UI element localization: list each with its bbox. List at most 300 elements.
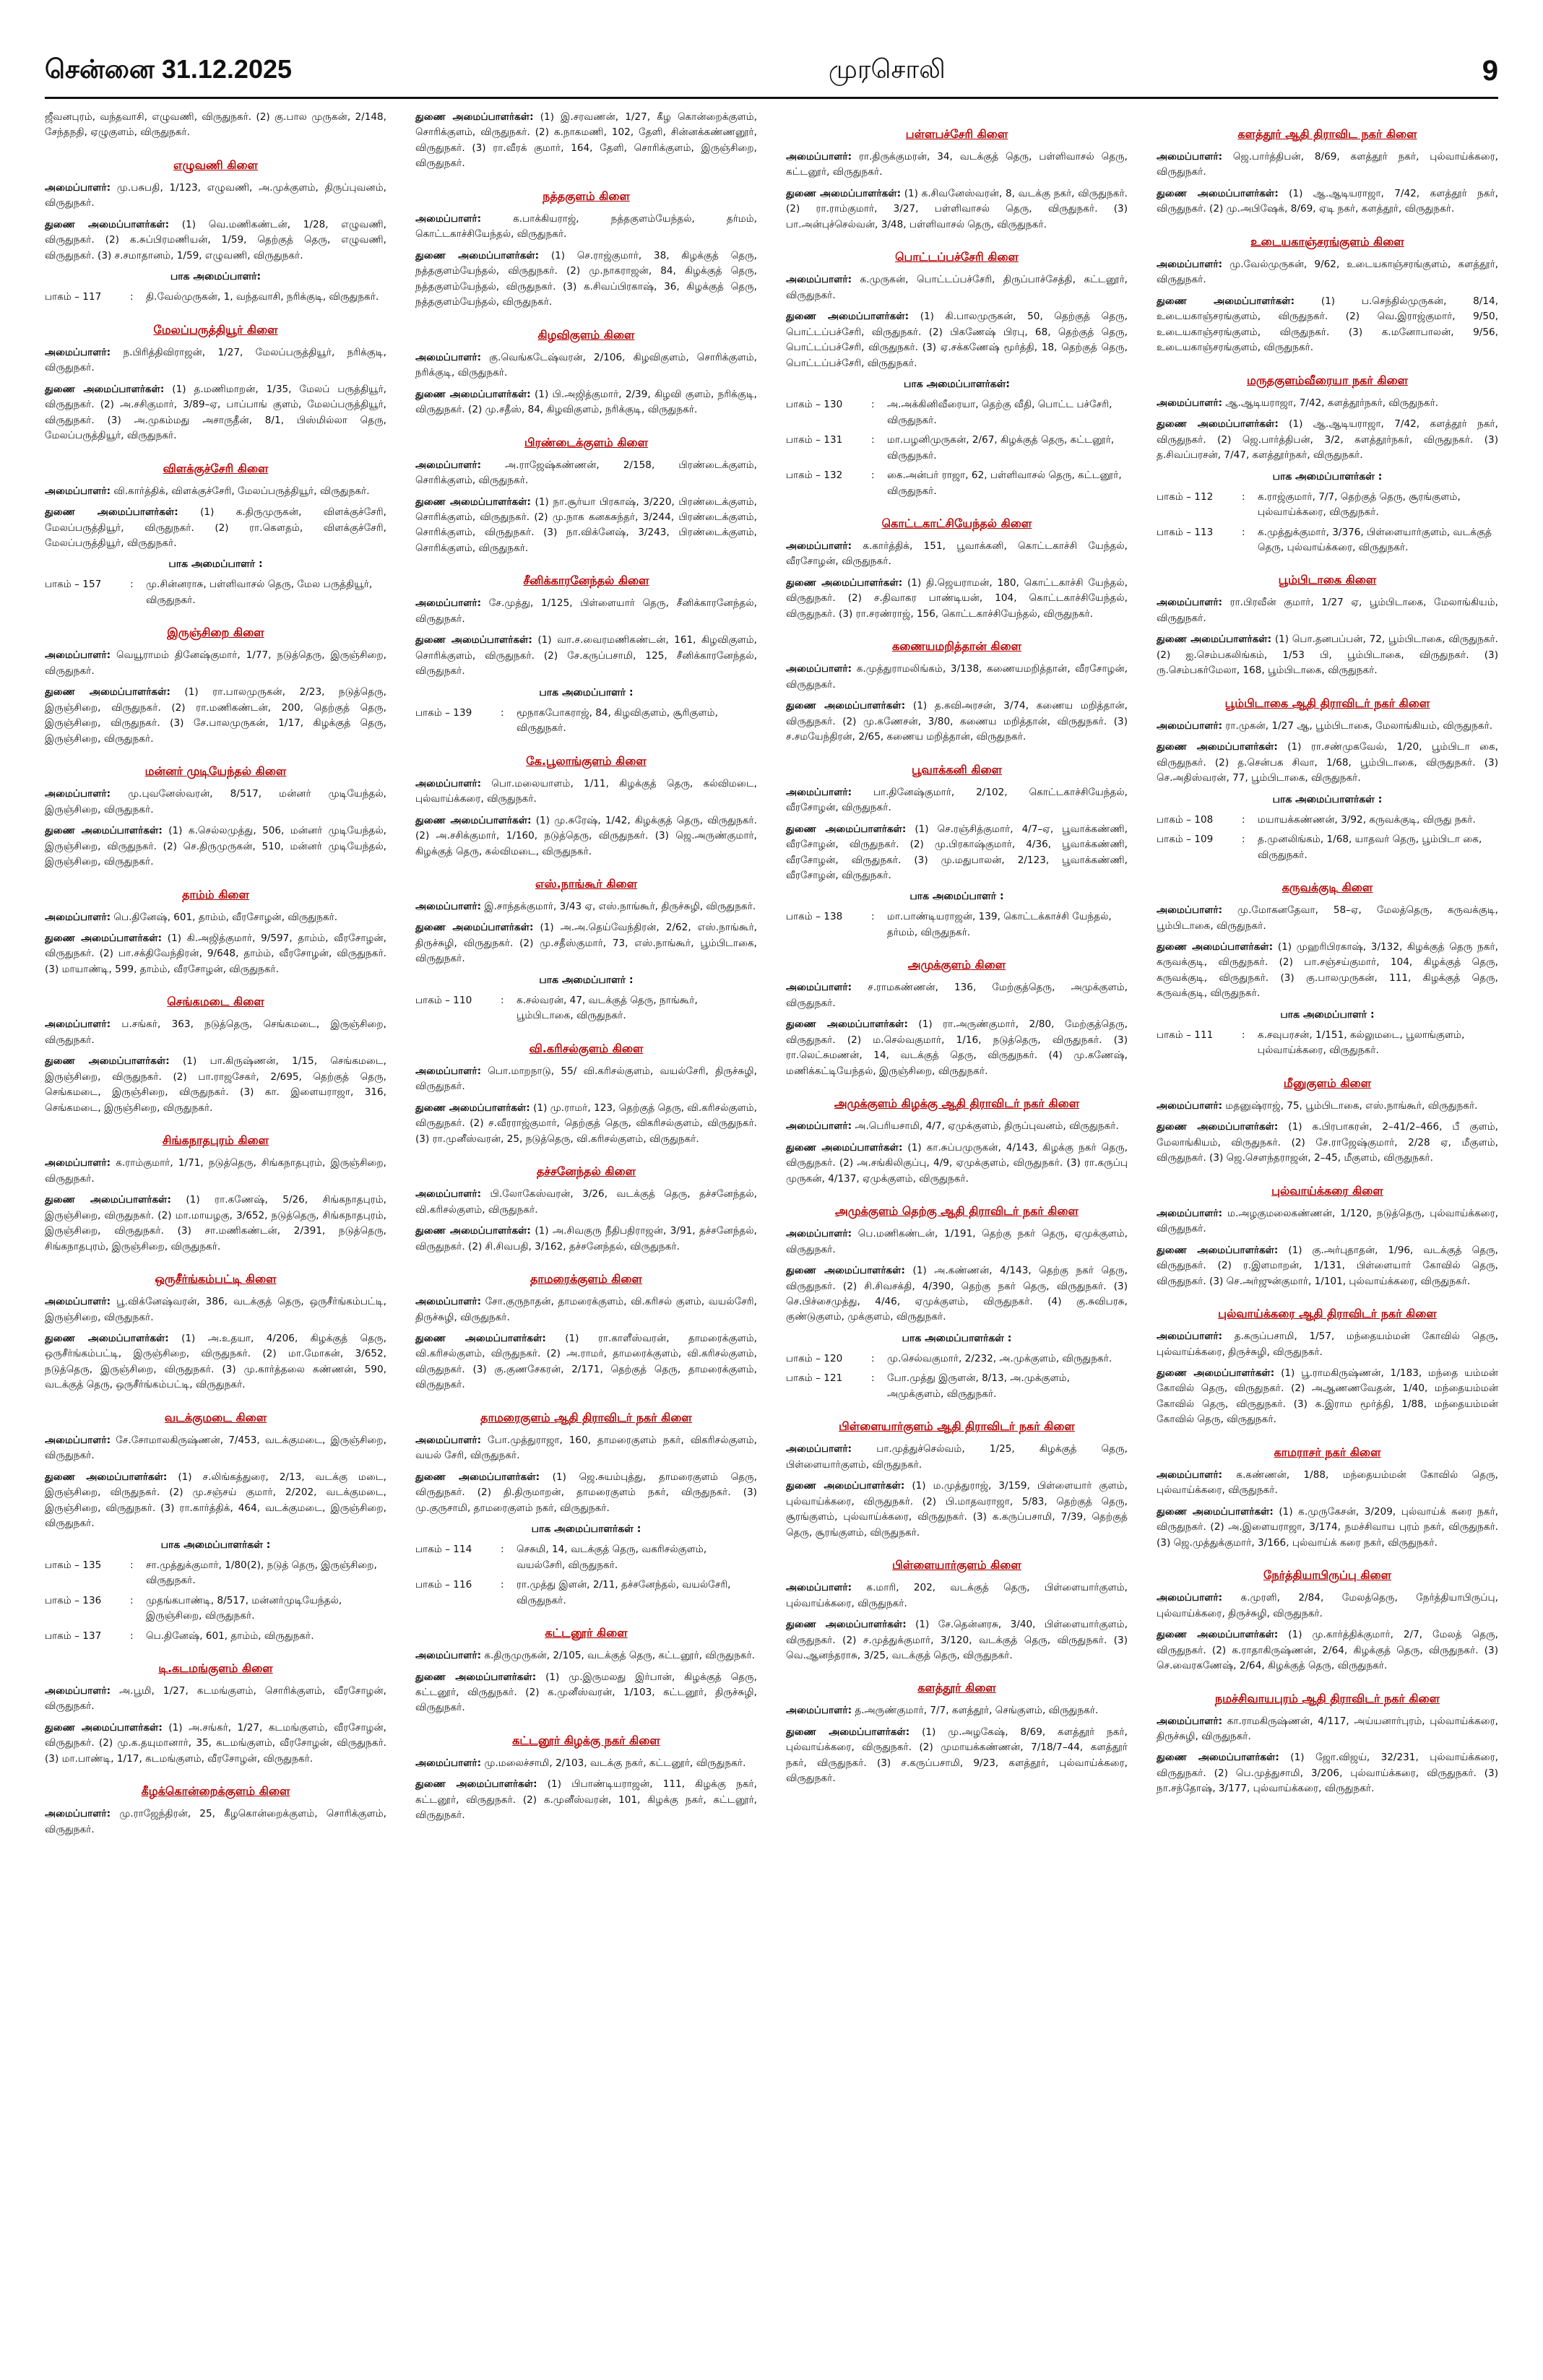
member-details: (1) மு.சுரேஷ், 1/42, கிழக்குத் தெரு, விருதுநகர். (2) அ.சசிக்குமார், 1/160, நடுத்தெரு, விருதுநகர். (3) ஜெ.அருண்குமார், கிழக்குத் தெரு, கல்விமடை, விருதுநகர்.	[415, 814, 757, 857]
section-subheading: பாக அமைப்பாளர் :	[1280, 1008, 1375, 1021]
branch-heading: புல்வாய்க்கரை ஆதி திராவிடர் நகர் கிளை	[1218, 1307, 1437, 1321]
branch-heading: கட்டனூர் கிளை	[545, 1626, 628, 1640]
member-paragraph	[415, 1777, 757, 1823]
booth-label: பாகம் – 116	[415, 1579, 472, 1591]
member-paragraph	[415, 248, 757, 311]
booth-label: பாகம் – 139	[415, 706, 472, 719]
member-details: அ.ராஜேஷ்கண்ணன், 2/158, பிரண்டைக்குளம், சொரிக்குளம், விருதுநகர்.	[415, 459, 757, 487]
role-label: அமைப்பாளர்:	[415, 212, 482, 225]
member-details: (1) அ.சங்கர், 1/27, கடமங்குளம், வீரசோழன், விருதுநகர். (2) மு.க.தயுமானார், 35, கடமங்குளம், வீரசோழன், விருதுநகர். (3) மா.பாண்டி, 1/17, கடமங்குளம், வீரசோழன், விருதுநகர்.	[45, 1721, 386, 1765]
member-paragraph	[415, 1294, 757, 1325]
member-details: ரா.திருக்குமரன், 34, வடக்குத் தெரு, பள்ளிவாசல் தெரு, கட்டனூர், விருதுநகர்.	[786, 151, 1128, 178]
member-details: ரா.பிரவீன் குமார், 1/27 ஏ, பூம்பிடாகை, மேலாங்கியம், விருதுநகர்.	[1157, 597, 1498, 624]
member-details: (1) ரா.அருண்குமார், 2/80, மேற்குத்தெரு, விருதுநகர். (2) ம.செல்வகுமார், 1/16, நடுத்தெரு, விருதுநகர். (3) ரா.லெட்சுமணன், 14, வடக்குத் தெரு, விருதுநகர். (4) மு.கணேஷ், மணிக்கட்டியேந்தல், இருஞ்சிறை, விருதுநகர்.	[786, 1018, 1128, 1077]
member-details: (1) மு.ராமர், 123, தெற்குத் தெரு, வி.கரிசல்குளம், விருதுநகர். (2) ச.வீரராஜ்குமார், தெற்குத் தெரு, விகரிசல்குளம், விருதுநகர். (3) ரா.முனீஸ்வரன், 25, நடுத்தெரு, வி.கரிசல்குளம், விருதுநகர்.	[415, 1102, 757, 1145]
role-label: துணை அமைப்பாளர்கள்:	[786, 576, 903, 589]
member-details: வெயூராமம் தினேஷ்குமார், 1/77, நடுத்தெரு, இருஞ்சிறை, விருதுநகர்.	[45, 649, 386, 677]
member-details: இ.சாந்தக்குமார், 3/43 ஏ, எஸ்.நாங்கூர், திருச்சுழி, விருதுநகர்.	[481, 901, 756, 912]
member-paragraph	[45, 1433, 386, 1464]
role-label: துணை அமைப்பாளர்கள்:	[1157, 1367, 1275, 1379]
member-paragraph	[45, 505, 386, 551]
role-label: துணை அமைப்பாளர்கள்:	[45, 383, 165, 395]
member-details: மு.பசுபதி, 1/123, எழுவணி, அ.முக்குளம், திருப்புவனம், விருதுநகர்.	[45, 181, 386, 209]
member-details: ஜீவனபுரம், வந்தவாசி, எழுவணி, விருதுநகர். (2) கு.பால முருகன், 2/148, சேந்தநதி, ஏழுகுளம், விருதுநகர்.	[45, 111, 386, 139]
booth-colon: :	[130, 579, 134, 591]
role-label: அமைப்பாளர்:	[415, 901, 482, 912]
branch-heading: பிள்ளையார்குளம் கிளை	[892, 1558, 1021, 1572]
branch-heading: மீனுகுளம் கிளை	[1283, 1076, 1372, 1090]
member-paragraph	[1157, 903, 1498, 934]
role-label: துணை அமைப்பாளர்கள்:	[1157, 187, 1279, 199]
member-paragraph	[45, 1331, 386, 1393]
member-details: ரா.முகன், 1/27 ஆ, பூம்பிடாகை, மேலாங்கியம், விருதுநகர்.	[1222, 719, 1493, 732]
member-details: (1) க.செல்லமுத்து, 506, மன்னர் முடியேந்தல், இருஞ்சிறை, விருதுநகர். (2) செ.திருமுருகன், 510, மன்னர் முடியேந்தல், இருஞ்சிறை, விருதுநகர்.	[45, 825, 386, 868]
member-paragraph	[45, 181, 386, 212]
member-paragraph	[415, 596, 757, 627]
member-details: (1) ஆ.ஆடியராஜா, 7/42, களத்தூர் நகர், விருதுநகர். (2) ஜெ.பார்த்திபன், 3/2, களத்தூர்நகர், விருதுநகர். (3) த.சிவப்பரசன், 7/47, களத்தூர்நகர், விருதுநகர்.	[1157, 418, 1498, 462]
member-details: (1) முஹரிபிரகாஷ், 3/132, கிழக்குத் தெரு நகர், கருவக்குடி, விருதுநகர். (2) பா.சஞ்சய்குமார், 104, கிழக்குத் தெரு, கருவக்குடி, விருதுநகர். (3) கு.பாலமுருகன், 111, கிழக்குத் தெரு, கருவக்குடி, விருதுநகர்.	[1157, 941, 1498, 1000]
member-paragraph	[45, 1684, 386, 1715]
role-label: துணை அமைப்பாளர்கள்:	[1157, 1752, 1279, 1764]
role-label: துணை அமைப்பாளர்கள்:	[786, 187, 902, 199]
column-4	[1157, 110, 1498, 2351]
branch-heading: அமுக்குளம் தெற்கு ஆதி திராவிடர் நகர் கிளை	[835, 1204, 1079, 1219]
role-label: அமைப்பாளர்:	[1157, 1468, 1223, 1481]
booth-label: பாகம் – 110	[415, 994, 472, 1006]
branch-heading: வடக்குமடை கிளை	[164, 1410, 267, 1424]
member-paragraph	[45, 484, 386, 499]
member-details: ஜெ.பார்த்திபன், 8/69, களத்தூர் நகர், புல்வாய்க்கரை, விருதுநகர்.	[1157, 151, 1498, 178]
member-details: (1) மு.இருமலது இர்பான், கிழக்குத் தெரு, கட்டனூர், விருதுநகர். (2) க.முனீஸ்வரன், 1/103, கட்டனூர், திருச்சுழி, விருதுநகர்.	[415, 1671, 757, 1714]
member-details: அ.பூமி, 1/27, கடமங்குளம், சொரிக்குளம், வீரசோழன், விருதுநகர்.	[45, 1685, 386, 1713]
member-paragraph	[786, 1226, 1128, 1258]
branch-heading: விளக்குச்சேரி கிளை	[163, 461, 269, 475]
member-paragraph	[786, 1479, 1128, 1541]
role-label: அமைப்பாளர்:	[786, 151, 852, 163]
booth-row	[45, 1593, 386, 1624]
role-label: துணை அமைப்பாளர்கள்:	[415, 922, 534, 934]
member-details: அ.பெரியசாமி, 4/7, ஏமுக்குளம், திருப்புவனம், விருதுநகர்.	[852, 1120, 1119, 1133]
member-paragraph	[415, 920, 757, 966]
member-details: ஆ.ஆடியராஜா, 7/42, களத்தூர்நகர், விருதுநகர்.	[1222, 397, 1439, 409]
member-details: (1) ம.முத்துராஜ், 3/159, பிள்ளையார் குளம், புல்வாய்க்கரை, விருதுநகர். (2) பி.மாதவராஜா, 5/83, தெற்குத் தெரு, சூரங்குளம், புல்வாய்க்கரை, விருதுநகர். (3) க.கருப்பசாமி, 7/39, தெற்குத் தெரு, சூரங்குளம், விருதுநகர்.	[786, 1480, 1128, 1539]
branch-heading: மருதகுளம்வீரையா நகர் கிளை	[1246, 373, 1409, 387]
member-paragraph	[1157, 294, 1498, 356]
branch-heading: பிரண்டைக்குளம் கிளை	[524, 435, 649, 449]
member-paragraph	[415, 1187, 757, 1218]
member-paragraph	[45, 910, 386, 925]
member-details: (1) ஜெ.சுயம்புத்து, தாமரைகுளம் தெரு, விருதுநகர். (2) தி.திருமாறன், தாமரைகுளம் நகர், விருதுநகர். (3) மு.குருசாமி, தாமரைகுளம் நகர், விருதுநகர்.	[415, 1471, 757, 1514]
role-label: துணை அமைப்பாளர்கள்:	[1157, 295, 1295, 307]
member-details: (1) பா.கிருஷ்ணன், 1/15, செங்கமடை, இருஞ்சிறை, விருதுநகர். (2) பா.ராஜசேகர், 2/695, தெற்குத் தெரு, செங்கமடை, இருஞ்சிறை, விருதுநகர். (3) கா. இளையராஜா, 316, செங்கமடை, இருஞ்சிறை, விருதுநகர்.	[45, 1055, 386, 1114]
member-paragraph	[1157, 1243, 1498, 1289]
role-label: துணை அமைப்பாளர்கள்:	[415, 1778, 537, 1791]
member-details: க.முரளி, 2/84, மேலத்தெரு, நேர்த்தியாபிருப்பு, புல்வாய்க்கரை, திருச்சுழி, விருதுநகர்.	[1157, 1592, 1498, 1619]
booth-details: மா.பழனிமுருகன், 2/67, கிழக்குத் தெரு, கட்டனூர், விருதுநகர்.	[887, 434, 1115, 462]
section-subheading: பாக அமைப்பாளர்கள்:	[904, 378, 1010, 391]
member-paragraph	[45, 1054, 386, 1116]
member-details: க.திருமுருகன், 2/105, வடக்குத் தெரு, கட்டனூர், விருதுநகர்.	[481, 1650, 756, 1662]
branch-heading: பூம்பிடாகை ஆதி திராவிடர் நகர் கிளை	[1224, 696, 1430, 710]
member-details: (1) த.மணிமாறன், 1/35, மேலப் பருத்தியூர், விருதுநகர். (2) அ.சசிகுமார், 3/89–ஏ, பாப்பாங் குளம், மேலப்பருத்தியூர், விருதுநகர். (3) அ.முகம்மது அசாருதீன், 8/1, பிஸ்மில்லா தெரு, மேலப்பருத்தியூர், விருதுநகர்.	[45, 383, 386, 442]
newspaper-name: முரசொலி	[828, 53, 946, 84]
member-details: வி.கார்த்திக், விளக்குச்சேரி, மேலப்பருத்தியூர், விருதுநகர்.	[111, 485, 370, 497]
member-paragraph	[1157, 1120, 1498, 1166]
member-paragraph	[45, 217, 386, 264]
booth-row	[415, 993, 757, 1024]
booth-details: த.முனலிங்கம், 1/68, யாதவர் தெரு, பூம்பிடா கை, விருதுநகர்.	[1258, 834, 1482, 861]
member-paragraph	[45, 1017, 386, 1048]
role-label: அமைப்பாளர்:	[415, 777, 482, 789]
section-subheading: பாக அமைப்பாளர் :	[539, 686, 634, 698]
member-paragraph	[45, 823, 386, 870]
role-label: அமைப்பாளர்:	[45, 1808, 111, 1820]
column-3	[786, 110, 1128, 2351]
role-label: அமைப்பாளர்:	[786, 663, 852, 675]
section-subheading: பாக அமைப்பாளர்கள் :	[902, 1332, 1012, 1344]
branch-heading: கணையமறித்தான் கிளை	[891, 639, 1022, 654]
role-label: துணை அமைப்பாளர்கள்:	[786, 1141, 903, 1154]
booth-label: பாகம் – 132	[786, 469, 843, 482]
member-paragraph	[786, 1263, 1128, 1325]
member-paragraph	[45, 1721, 386, 1767]
booth-label: பாகம் – 113	[1157, 526, 1214, 538]
member-details: (1) கு.அர்புதாதன், 1/96, வடக்குத் தெரு, விருதுநகர். (2) ர.இளமாறன், 1/131, பிள்ளையார் கோவில் தெரு, விருதுநகர். (3) செ.அர்ஜுன்குமார், 1/101, புல்வாய்க்கரை, விருதுநகர்.	[1157, 1244, 1498, 1287]
role-label: அமைப்பாளர்:	[415, 1188, 482, 1200]
member-paragraph	[786, 1442, 1128, 1473]
booth-colon: :	[130, 1559, 134, 1571]
member-paragraph	[45, 648, 386, 679]
booth-label: பாகம் – 117	[45, 291, 102, 303]
member-paragraph	[415, 1224, 757, 1255]
member-paragraph	[1157, 257, 1498, 288]
branch-heading: டி.கடமங்குளம் கிளை	[158, 1661, 273, 1675]
branch-heading: மேலப்பருத்தியூர் கிளை	[153, 322, 278, 337]
booth-colon: :	[871, 1352, 875, 1364]
booth-label: பாகம் – 121	[786, 1372, 843, 1385]
role-label: அமைப்பாளர்:	[45, 346, 111, 358]
member-details: (1) பிபாண்டியராஜன், 111, கிழக்கு நகர், கட்டனூர், விருதுநகர். (2) க.முனீஸ்வரன், 101, கிழக்கு நகர், கட்டனூர், விருதுநகர்.	[415, 1778, 757, 1822]
role-label: துணை அமைப்பாளர்கள்:	[45, 686, 170, 698]
member-paragraph	[1157, 719, 1498, 734]
role-label: அமைப்பாளர்:	[1157, 151, 1223, 163]
branch-heading: புல்வாய்க்கரை கிளை	[1271, 1183, 1383, 1198]
member-paragraph	[415, 1648, 757, 1663]
role-label: துணை அமைப்பாளர்கள்:	[415, 388, 531, 400]
member-paragraph	[45, 1806, 386, 1838]
booth-colon: :	[501, 1579, 504, 1591]
branch-heading: சிங்கநாதபுரம் கிளை	[162, 1133, 269, 1148]
member-details: மு.மலைச்சாமி, 2/103, வடக்கு நகர், கட்டனூர், விருதுநகர்.	[481, 1757, 746, 1769]
branch-heading: தச்சனேந்தல் கிளை	[536, 1164, 636, 1179]
role-label: அமைப்பாளர்:	[415, 1757, 482, 1769]
member-paragraph	[1157, 417, 1498, 463]
member-details: க.முருகன், பொட்டப்பச்சேரி, திருப்பாச்சேத்தி, கட்டனூர், விருதுநகர்.	[786, 274, 1128, 301]
role-label: துணை அமைப்பாளர்கள்:	[1157, 741, 1278, 753]
booth-row	[415, 706, 757, 737]
booth-row	[45, 1558, 386, 1589]
member-details: (1) க.பிரபாகரன், 2–41/2–466, பீ குளம், மேலாங்கியம், விருதுநகர். (2) சே.ராஜேஷ்குமார், 2/28 ஏ, மீகுளம், விருதுநகர். (3) ஜெ.சௌந்தராஜன், 2–45, மீகுளம், விருதுநகர்.	[1157, 1121, 1498, 1164]
member-details: த.கருப்பசாமி, 1/57, மந்தையம்மன் கோவில் தெரு, புல்வாய்க்கரை, திருச்சுழி, விருதுநகர்.	[1157, 1330, 1498, 1358]
member-paragraph	[45, 382, 386, 444]
branch-heading: உடையகாஞ்சரங்குளம் கிளை	[1250, 234, 1404, 248]
branch-heading: எழுவணி கிளை	[173, 157, 258, 172]
booth-row	[45, 577, 386, 608]
member-details: (1) வா.ச.வைரமணிகண்டன், 161, கிழவிகுளம், சொரிக்குளம், விருதுநகர். (2) சே.கருப்பசாமி, 125, சீனிக்காரனேந்தல், விருதுநகர்.	[415, 634, 757, 678]
role-label: அமைப்பாளர்:	[1157, 597, 1223, 609]
role-label: அமைப்பாளர்:	[1157, 719, 1223, 732]
branch-heading: பொட்டப்பச்சேரி கிளை	[895, 250, 1019, 264]
role-label: அமைப்பாளர்:	[1157, 1715, 1223, 1727]
branch-heading: தாமரைக்குளம் கிளை	[530, 1272, 642, 1286]
role-label: துணை அமைப்பாளர்கள்:	[1157, 941, 1274, 953]
member-details: (1) க.திருமுருகன், விளக்குச்சேரி, மேலப்பருத்தியூர், விருதுநகர். (2) ரா.கௌதம், விளக்குச்சேரி, மேலப்பருத்தியூர், விருதுநகர்.	[45, 506, 386, 549]
member-details: மு.புவனேஸ்வரன், 8/517, மன்னர் முடியேந்தல், இருஞ்சிறை, விருதுநகர்.	[45, 788, 386, 815]
member-paragraph	[786, 1725, 1128, 1787]
role-label: அமைப்பாளர்:	[415, 1296, 482, 1308]
role-label: அமைப்பாளர்:	[786, 1228, 852, 1240]
branch-heading: பூவாக்கனி கிளை	[911, 762, 1003, 776]
branch-heading: கருவக்குடி கிளை	[1281, 880, 1373, 895]
member-details: க.கண்ணன், 1/88, மந்தையம்மன் கோவில் தெரு, புல்வாய்க்கரை, விருதுநகர்.	[1157, 1468, 1498, 1497]
member-details: (1) கி.அஜித்குமார், 9/597, தாம்ம், வீரசோழன், விருதுநகர். (2) பா.சக்திவேந்திரன், 9/648, தாம்ம், வீரசோழன், விருதுநகர். (3) மாயாண்டி, 599, தாம்ம், வீரசோழன், விருதுநகர்.	[45, 932, 386, 975]
role-label: அமைப்பாளர்:	[786, 540, 852, 552]
member-details: கா.ராமகிருஷ்ணன், 4/117, அய்யனார்புரம், புல்வாய்க்கரை, திருச்சுழி, விருதுநகர்.	[1157, 1715, 1498, 1742]
role-label: துணை அமைப்பாளர்கள்:	[786, 1018, 908, 1031]
member-paragraph	[786, 1580, 1128, 1611]
branch-heading: பூம்பிடாகை கிளை	[1278, 573, 1377, 587]
booth-colon: :	[501, 706, 504, 719]
section-subheading: பாக அமைப்பாளர் :	[168, 558, 263, 571]
role-label: அமைப்பாளர்:	[1157, 1592, 1223, 1604]
booth-label: பாகம் – 111	[1157, 1029, 1214, 1041]
booth-details: க.ராஜ்குமார், 7/7, தெற்குத் தெரு, சூரங்குளம், புல்வாய்க்கரை, விருதுநகர்.	[1258, 490, 1461, 519]
member-details: (1) செ.ராஜ்குமார், 38, கிழக்குத் தெரு, நத்தகுளம்யேந்தல், விருதுநகர். (2) மு.நாகராஜன், 84, கிழக்குத் தெரு, நத்தகுளம்யேந்தல், விருதுநகர். (3) க.சிவப்பிரகாஷ், 36, கிழக்குத் தெரு, நத்தகுளம்யேந்தல், விருதுநகர்.	[415, 249, 757, 308]
member-details: பெ.தினேஷ், 601, தாம்ம், வீரசோழன், விருதுநகர்.	[111, 911, 338, 923]
member-paragraph	[786, 539, 1128, 570]
section-subheading: பாக அமைப்பாளர்கள் :	[1272, 793, 1383, 805]
member-paragraph	[1157, 396, 1498, 411]
booth-details: முதங்கபாண்டி, 8/517, மன்னர்முடியேந்தல், இருஞ்சிறை, விருதுநகர்.	[146, 1594, 342, 1622]
column-2	[415, 110, 757, 2351]
booth-colon: :	[871, 1372, 875, 1385]
member-details: (1) பூ.ராமகிருஷ்ணன், 1/183, மந்தை யம்மன் கோவில் தெரு, விருதுநகர். (2) அஆணணவேதன், 1/40, மந்தையம்மன் கோவில் தெரு, விருதுநகர். (3) க.இராம மூர்த்தி, 1/88, மந்தையம்மன் கோவில் தெரு, விருதுநகர்.	[1157, 1367, 1498, 1426]
booth-label: பாகம் – 138	[786, 911, 843, 923]
role-label: துணை அமைப்பாளர்கள்:	[1157, 1121, 1279, 1133]
role-label: அமைப்பாளர்:	[415, 597, 482, 610]
role-label: துணை அமைப்பாளர்கள்:	[415, 1332, 546, 1344]
booth-details: மு.சின்னராசு, பள்ளிவாசல் தெரு, மேல பருத்தியூர், விருதுநகர்.	[146, 579, 373, 606]
member-paragraph	[786, 662, 1128, 693]
member-details: மதனுஷ்ராஜ், 75, பூம்பிடாகை, எஸ்.நாங்கூர், விருதுநகர்.	[1222, 1099, 1478, 1112]
role-label: அமைப்பாளர்:	[45, 485, 111, 497]
member-details: (1) இ.சரவணன், 1/27, கீழ கொன்றைக்குளம், சொரிக்குளம், விருதுநகர். (2) க.நாகமணி, 102, தேளி, சின்னக்கண்ணனூர், விருதுநகர். (3) ரா.வீரக் குமார், 164, தேளி, சொரிக்குளம், இருஞ்சிறை, விருதுநகர்.	[415, 111, 757, 170]
member-paragraph	[786, 309, 1128, 371]
member-paragraph	[1157, 1099, 1498, 1114]
role-label: அமைப்பாளர்:	[45, 1434, 111, 1446]
role-label: அமைப்பாளர்:	[415, 1434, 482, 1446]
branch-heading: நமச்சிவாயபுரம் ஆதி திராவிடர் நகர் கிளை	[1214, 1691, 1440, 1705]
member-details: (1) ரா.பாலமுருகன், 2/23, நடுத்தெரு, இருஞ்சிறை, விருதுநகர். (2) ரா.மணிகண்டன், 200, தெற்குத் தெரு, இருஞ்சிறை, விருதுநகர். (3) சே.பாலமுருகன், 1/17, கிழக்குத் தெரு, இருஞ்சிறை, விருதுநகர்.	[45, 686, 386, 745]
member-details: த.அருண்குமார், 7/7, களத்தூர், செங்குளம், விருதுநகர்.	[852, 1705, 1099, 1717]
branch-heading: பிள்ளையார்குளம் ஆதி திராவிடர் நகர் கிளை	[839, 1419, 1075, 1434]
booth-label: பாகம் – 130	[786, 399, 843, 411]
member-details: பொ.மாறநாடு, 55/ வி.கரிசல்குளம், வயல்சேரி, திருச்சுழி, விருதுநகர்.	[415, 1065, 757, 1093]
role-label: அமைப்பாளர்:	[415, 459, 482, 471]
booth-details: தி.வேல்முருகன், 1, வந்தவாசி, நரிக்குடி, விருதுநகர்.	[146, 291, 379, 303]
booth-label: பாகம் – 112	[1157, 490, 1214, 503]
member-paragraph	[1157, 1714, 1498, 1745]
column-1	[45, 110, 386, 2351]
role-label: துணை அமைப்பாளர்கள்:	[45, 1721, 163, 1734]
member-details: பா.முத்துச்செல்வம், 1/25, கிழக்குத் தெரு, பிள்ளையார்குளம், விருதுநகர்.	[786, 1443, 1128, 1471]
branch-heading: களத்தூர் கிளை	[917, 1681, 996, 1695]
role-label: துணை அமைப்பாளர்கள்:	[415, 634, 532, 646]
role-label: துணை அமைப்பாளர்கள்:	[786, 1619, 907, 1631]
branch-heading: கிழவிகுளம் கிளை	[537, 327, 635, 342]
role-label: அமைப்பாளர்:	[415, 1650, 482, 1662]
member-details: க.முத்துராமலிங்கம், 3/138, கணையமறித்தான், வீரசோழன், விருதுநகர்.	[786, 663, 1128, 691]
member-details: (1) மு.அழகேஷ், 8/69, களத்தூர் நகர், புல்வாய்க்கரை, விருதுநகர். (2) முமாயக்கண்ணன், 7/18/7–44, களத்தூர் நகர், விருதுநகர். (3) ச.கருப்பசாமி, 9/23, களத்தூர், புல்வாய்க்கரை, விருதுநகர்.	[786, 1726, 1128, 1785]
branch-heading: தாமரைகுளம் ஆதி திராவிடர் நகர் கிளை	[480, 1410, 692, 1424]
member-paragraph	[1157, 1591, 1498, 1622]
branch-heading: நத்தகுளம் கிளை	[543, 189, 630, 203]
member-details: (1) நா.சூர்யா பிரகாஷ், 3/220, பிரண்டைக்குளம், சொரிக்குளம், விருதுநகர். (2) மு.நாக கனகசுந்தர், 3/244, பிரண்டைக்குளம், சொரிக்குளம், விருதுநகர். (3) நா.விக்னேஷ், 3/243, பிரண்டைக்குளம், சொரிக்குளம், விருதுநகர்.	[415, 496, 757, 554]
booth-colon: :	[871, 399, 875, 411]
member-paragraph	[415, 899, 757, 914]
member-details: (1) செ.ரஞ்சித்குமார், 4/7–ஏ, பூவாக்கண்ணி, வீரசோழன், விருதுநகர். (2) மு.பிரகாஷ்குமார், 4/36, பூவாக்கண்ணி, வீரசோழன், விருதுநகர். (3) மு.மதுபாலன், 2/123, பூவாக்கண்ணி, வீரசோழன், விருதுநகர்.	[786, 823, 1128, 881]
booth-row	[45, 1629, 386, 1644]
page-header	[45, 45, 1498, 99]
member-details: (1) ப.செந்தில்முருகன், 8/14, உடையகாஞ்சரங்குளம், விருதுநகர். (2) வெ.இராஜ்குமார், 9/50, உடையகாஞ்சரங்குளம், விருதுநகர். (3) க.மனோபாலன், 9/56, உடையகாஞ்சரங்குளம், விருதுநகர்.	[1157, 295, 1498, 354]
booth-details: கை.அன்பர் ராஜா, 62, பள்ளிவாசல் தெரு, கட்டனூர், விருதுநகர்.	[887, 469, 1122, 497]
member-details: (1) தி.ஜெயராமன், 180, கொட்டகாச்சி யேந்தல், விருதுநகர். (2) ச.திவாகர பாண்டியன், 104, கொட்டகாச்சியேந்தல், விருதுநகர். (3) ரா.சரண்ராஜ், 156, கொட்டகாச்சியேந்தல், விருதுநகர்.	[786, 576, 1128, 620]
role-label: அமைப்பாளர்:	[1157, 1099, 1223, 1112]
member-details: (1) ஜோ.விஜய், 32/231, புல்வாய்க்கரை, விருதுநகர். (2) பெ.முத்துசாமி, 3/206, புல்வாய்க்கரை, விருதுநகர். (3) நா.சந்தோஷ், 3/177, புல்வாய்க்கரை, விருதுநகர்.	[1157, 1752, 1498, 1795]
member-paragraph	[1157, 740, 1498, 786]
booth-label: பாகம் – 136	[45, 1594, 102, 1606]
member-details: (1) ரா.சண்முகவேல், 1/20, பூம்பிடா கை, விருதுநகர். (2) த.சென்பக சிவா, 1/68, பூம்பிடாகை, விருதுநகர். (3) செ.அதிஸ்வரன், 77, பூம்பிடாகை, விருதுநகர்.	[1157, 741, 1498, 784]
member-paragraph	[415, 1470, 757, 1516]
booth-colon: :	[130, 291, 134, 303]
booth-details: மு.செல்வகுமார், 2/232, அ.முக்குளம், விருதுநகர்.	[887, 1352, 1112, 1364]
booth-colon: :	[1242, 813, 1245, 826]
role-label: அமைப்பாளர்:	[45, 911, 111, 923]
member-details: (1) ச.லிங்கத்துரை, 2/13, வடக்கு மடை, இருஞ்சிறை, விருதுநகர். (2) மு.சஞ்சய் குமார், 2/202, வடக்குமடை, இருஞ்சிறை, விருதுநகர். (3) ரா.கார்த்திக், 464, வடக்குமடை, இருஞ்சிறை, விருதுநகர்.	[45, 1471, 386, 1530]
booth-details: செசுமி, 14, வடக்குத் தெரு, வகரிசல்குளம், வயல்சேரி, விருதுநகர்.	[517, 1544, 707, 1571]
member-details: (1) க.முருகேசன், 3/209, புல்வாய்க் கரை நகர், விருதுநகர். (2) அ.இளையராஜா, 3/174, நமச்சிவாய புரம் நகர், விருதுநகர். (3) ஜெ.முத்துக்குமார், 3/166, புல்வாய்க் கரை நகர், விருதுநகர்.	[1157, 1505, 1498, 1549]
member-paragraph	[415, 813, 757, 860]
booth-details: போ.முத்து இருளன், 8/13, அ.முக்குளம், அமுக்குளம், விருதுநகர்.	[887, 1372, 1071, 1400]
member-details: ச.ராமகண்ணன், 136, மேற்குத்தெரு, அமுக்குளம், விருதுநகர்.	[786, 982, 1128, 1009]
member-paragraph	[1157, 1206, 1498, 1237]
role-label: துணை அமைப்பாளர்கள்:	[415, 1225, 531, 1237]
member-paragraph	[786, 272, 1128, 303]
booth-label: பாகம் – 108	[1157, 813, 1214, 826]
booth-label: பாகம் – 114	[415, 1544, 472, 1556]
member-paragraph	[786, 698, 1128, 745]
branch-heading: அமுக்குளம் கிழக்கு ஆதி திராவிடர் நகர் கிளை	[834, 1096, 1080, 1111]
booth-row	[786, 433, 1128, 464]
role-label: அமைப்பாளர்:	[1157, 1207, 1223, 1219]
member-paragraph	[786, 186, 1128, 233]
role-label: துணை அமைப்பாளர்கள்:	[1157, 1629, 1279, 1641]
member-details: பி.லோகேஸ்வரன், 3/26, வடக்குத் தெரு, தச்சனேந்தல், வி.கரிசல்குளம், விருதுநகர்.	[415, 1188, 757, 1216]
role-label: அமைப்பாளர்:	[1157, 904, 1223, 917]
role-label: துணை அமைப்பாளர்கள்:	[786, 1480, 905, 1492]
member-details: பூ.விக்னேஷ்வரன், 386, வடக்குத் தெரு, ஒருசீர்ங்கம்பட்டி, இருஞ்சிறை, விருதுநகர்.	[45, 1296, 386, 1323]
member-paragraph	[1157, 1750, 1498, 1796]
booth-row	[1157, 525, 1498, 556]
member-details: க.ராம்குமார், 1/71, நடுத்தெரு, சிங்கநாதபுரம், இருஞ்சிறை, விருதுநகர்.	[45, 1157, 386, 1185]
member-details: (1) பொ.தனபப்பன், 72, பூம்பிடாகை, விருதுநகர். (2) ஐ.செம்பகலிங்கம், 1/53 பி, பூம்பிடாகை, விருதுநகர். (3) ரு.செம்பகர்மேலா, 168, பூம்பிடாகை, விருதுநகர்.	[1157, 633, 1498, 677]
member-paragraph	[1157, 186, 1498, 217]
member-paragraph	[1157, 150, 1498, 181]
section-subheading: பாக அமைப்பாளர் :	[909, 891, 1004, 903]
role-label: துணை அமைப்பாளர்கள்:	[45, 1332, 169, 1344]
member-details: (1) ரா.கணேஷ், 5/26, சிங்கநாதபுரம், இருஞ்சிறை, விருதுநகர். (2) மா.மாயழகு, 3/652, நடுத்தெரு, சிங்கநாதபுரம், இருஞ்சிறை, விருதுநகர். (3) சா.மணிகண்டன், 2/391, நடுத்தெரு, சிங்கநாதபுரம், இருஞ்சிறை, விருதுநகர்.	[45, 1194, 386, 1252]
branch-heading: அமுக்குளம் கிளை	[907, 958, 1006, 972]
role-label: அமைப்பாளர்:	[415, 351, 482, 363]
member-paragraph	[415, 1670, 757, 1716]
member-details: (1) ரா.காளீஸ்வரன், தாமரைக்குளம், வி.கரிசல்குளம், விருதுநகர். (2) அ.ராமர், தாமரைக்குளம், வி.கரிசல்குளம், விருதுநகர். (3) கு.குணசேகரன், 2/171, தெற்குத் தெரு, தாமரைக்குளம், விருதுநகர்.	[415, 1332, 757, 1391]
role-label: அமைப்பாளர்:	[786, 1443, 852, 1455]
member-paragraph	[415, 212, 757, 243]
header-date: சென்னை 31.12.2025	[45, 53, 293, 84]
member-paragraph	[1157, 1505, 1498, 1551]
member-details: க.மாரி, 202, வடக்குத் தெரு, பிள்ளையார்குளம், புல்வாய்க்கரை, விருதுநகர்.	[786, 1582, 1128, 1609]
member-paragraph	[786, 1017, 1128, 1079]
booth-details: மா.பாண்டியராஜன், 139, கொட்டக்காச்சி யேந்தல், தர்மம், விருதுநகர்.	[887, 911, 1112, 938]
branch-heading: களத்தூர் ஆதி திராவிட நகர் கிளை	[1237, 127, 1417, 141]
booth-details: பெ.தினேஷ், 601, தாம்ம், விருதுநகர்.	[146, 1630, 314, 1642]
branch-heading: இருஞ்சிறை கிளை	[167, 626, 264, 640]
role-label: அமைப்பாளர்:	[45, 649, 111, 662]
role-label: அமைப்பாளர்:	[786, 982, 852, 994]
member-paragraph	[415, 1064, 757, 1095]
booth-colon: :	[871, 911, 875, 923]
member-paragraph	[786, 1703, 1128, 1718]
member-details: (1) அ.சிவகுரு நீதிபதிராஜன், 3/91, தச்சனேந்தல், விருதுநகர். (2) சி.சிவபதி, 3/162, தச்சனேந்தல், விருதுநகர்.	[415, 1225, 757, 1252]
role-label: துணை அமைப்பாளர்கள்:	[45, 218, 170, 230]
branch-heading: பள்ளபச்சேரி கிளை	[905, 127, 1008, 141]
member-paragraph	[45, 345, 386, 376]
branch-heading: எஸ்.நாங்கூர் கிளை	[535, 877, 638, 891]
booth-colon: :	[501, 994, 504, 1006]
booth-colon: :	[501, 1544, 504, 1556]
member-details: (1) கி.பாலமுருகன், 50, தெற்குத் தெரு, பொட்டப்பச்சேரி, விருதுநகர். (2) பிகணேஷ் பிரபு, 68, தெற்குத் தெரு, பொட்டப்பச்சேரி, விருதுநகர். (3) ஏ.சக்கணேஷ் மூர்த்தி, 18, தெற்குத் தெரு, பொட்டப்பச்சேரி, விருதுநகர்.	[786, 311, 1128, 369]
role-label: அமைப்பாளர்:	[1157, 258, 1223, 270]
booth-row	[415, 1578, 757, 1609]
role-label: அமைப்பாளர்:	[415, 1065, 482, 1077]
role-label: துணை அமைப்பாளர்கள்:	[1157, 633, 1272, 646]
booth-row	[1157, 1028, 1498, 1059]
member-details: ப.சங்கர், 363, நடுத்தெரு, செங்கமடை, இருஞ்சிறை, விருதுநகர்.	[45, 1018, 386, 1046]
role-label: துணை அமைப்பாளர்கள்:	[45, 506, 178, 519]
page-number: 9	[1482, 54, 1498, 87]
role-label: துணை அமைப்பாளர்கள்:	[415, 1671, 537, 1683]
branch-heading: காமராசர் நகர் கிளை	[1274, 1445, 1381, 1459]
member-paragraph	[45, 110, 386, 141]
role-label: அமைப்பாளர்:	[786, 786, 852, 798]
booth-row	[1157, 832, 1498, 863]
booth-colon: :	[1242, 490, 1245, 503]
member-details: போ.முத்துராஜா, 160, தாமரைகுளம் நகர், விகரிசல்குளம், வயல் சேரி, விருதுநகர்.	[415, 1434, 757, 1462]
booth-row	[1157, 813, 1498, 828]
member-paragraph	[1157, 632, 1498, 678]
member-paragraph	[415, 633, 757, 679]
member-details: (1) பி.அஜித்குமார், 2/39, கிழவி குளம், நரிக்குடி, விருதுநகர். (2) மு.சதீஸ், 84, கிழவிகுளம், நரிக்குடி, விருதுநகர்.	[415, 388, 757, 416]
